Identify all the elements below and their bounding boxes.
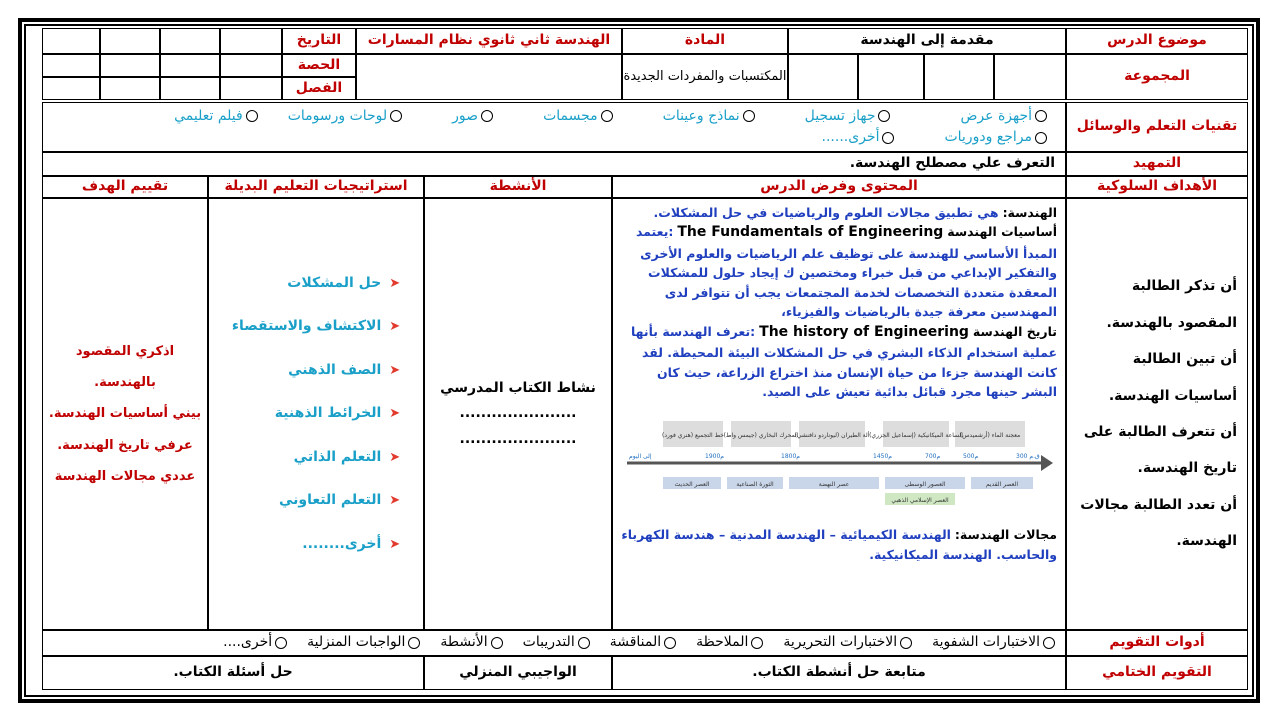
class-cell-2[interactable] <box>160 77 220 100</box>
assessment-label: أدوات التقويم <box>1066 630 1248 656</box>
radio-circle-icon <box>491 637 503 649</box>
assessment-option[interactable] <box>307 634 420 652</box>
tool-option-label: نماذج وعينات <box>662 107 740 124</box>
tools-label: تقنيات التعلم والوسائل <box>1066 102 1248 152</box>
timeline-tick-label: 1450م <box>873 453 892 461</box>
assessment-option[interactable] <box>932 634 1055 652</box>
history-paragraph <box>621 322 1057 402</box>
strategy-item <box>294 449 401 467</box>
class-cell-3[interactable] <box>100 77 160 100</box>
fundamentals-paragraph <box>621 222 1057 321</box>
final-text-1: متابعة حل أنشطة الكتاب. <box>612 656 1066 690</box>
period-cell-1[interactable] <box>220 54 282 77</box>
period-cell-2[interactable] <box>160 54 220 77</box>
objective-line: أن تذكر الطالبة <box>1131 278 1237 295</box>
tool-option[interactable] <box>944 129 1047 147</box>
content-cell <box>612 198 1066 630</box>
content-header: المحتوى وفرض الدرس <box>612 176 1066 198</box>
tool-option-label: لوحات ورسومات <box>287 107 388 124</box>
strategy-label: الخرائط الذهنية <box>274 405 382 422</box>
group-label: المجموعة <box>1066 54 1248 100</box>
tool-option[interactable] <box>805 108 891 126</box>
radio-circle-icon <box>1043 637 1055 649</box>
evaluation-cell <box>42 198 208 630</box>
strategy-item <box>279 492 400 510</box>
class-label: الفصل <box>282 77 356 100</box>
radio-circle-icon <box>743 110 755 122</box>
timeline-arrow-icon <box>1041 455 1053 471</box>
fields-label: مجالات الهندسة: <box>954 527 1057 543</box>
assessment-option[interactable] <box>440 634 502 652</box>
evaluation-line: اذكري المقصود <box>75 344 175 360</box>
arrow-icon: ➤ <box>389 449 401 465</box>
strategy-label: أخرى........ <box>302 535 382 552</box>
radio-circle-icon <box>275 637 287 649</box>
era-islamic-label: العصر الإسلامي الذهبي <box>891 497 949 505</box>
history-english: The history of Engineering <box>759 323 969 340</box>
timeline-tick-label: إلى اليوم <box>629 453 652 461</box>
timeline-tick-label: 1800م <box>781 453 800 461</box>
era-label: عصر النهضة <box>818 481 850 489</box>
radio-circle-icon <box>601 110 613 122</box>
fields-paragraph <box>621 525 1057 564</box>
strategy-label: التعلم التعاوني <box>278 492 382 509</box>
assessment-option[interactable] <box>223 634 287 652</box>
activity-text: نشاط الكتاب المدرسي <box>440 379 596 396</box>
evaluation-line: بيني أساسيات الهندسة. <box>48 406 202 422</box>
history-text: :تعرف الهندسة بأنها عملية استخدام الذكاء البشري في حل المشكلات البيئة المحيطة. لقد كانت الهندسة جزءا من حياة الإنسان منذ اختراع الزراعة، حيث كان البشر حينها مجرد قبائل بدائية تعيش على الصيد. <box>630 323 1057 399</box>
date-label: التاريخ <box>282 28 356 54</box>
objective-line: المقصود بالهندسة. <box>1106 314 1237 331</box>
timeline-box-label: المحرك البخاري (جيمس واط) <box>723 432 799 440</box>
timeline-box-label: الساعة الميكانيكية (إسماعيل الجزري) <box>869 432 963 440</box>
timeline-box-label: معجنة الماء (أرشميدس) <box>959 432 1021 440</box>
strategy-label: التعلم الذاتي <box>293 448 382 465</box>
radio-circle-icon <box>578 637 590 649</box>
group-cell-2[interactable] <box>924 54 994 100</box>
era-label: العصر الحديث <box>674 481 710 489</box>
evaluation-header: تقييم الهدف <box>42 176 208 198</box>
tool-option[interactable] <box>543 108 613 126</box>
tool-option[interactable] <box>663 108 755 126</box>
evaluation-line: عرفي تاريخ الهندسة. <box>57 437 193 453</box>
date-cell-4[interactable] <box>42 28 100 54</box>
tool-option[interactable] <box>822 129 895 147</box>
strategy-item <box>275 405 400 423</box>
timeline-tick-label: 700م <box>925 453 941 461</box>
assessment-option[interactable] <box>783 634 912 652</box>
group-cell-3[interactable] <box>858 54 924 100</box>
arrow-icon: ➤ <box>389 362 401 378</box>
arrow-icon: ➤ <box>389 536 401 552</box>
evaluation-line: عددي مجالات الهندسة <box>54 468 196 484</box>
timeline-tick-label: 500م <box>963 453 979 461</box>
final-text-2: الواجيبي المنزلي <box>424 656 612 690</box>
strategy-item <box>302 536 400 554</box>
radio-circle-icon <box>900 637 912 649</box>
subject-value: الهندسة ثاني ثانوي نظام المسارات <box>356 28 622 54</box>
objectives-header: الأهداف السلوكية <box>1066 176 1248 198</box>
date-cell-1[interactable] <box>220 28 282 54</box>
class-cell-4[interactable] <box>42 77 100 100</box>
intro-text: التعرف علي مصطلح الهندسة. <box>42 152 1066 176</box>
strategies-list <box>232 275 400 554</box>
final-text-3: حل أسئلة الكتاب. <box>42 656 424 690</box>
tools-row-2 <box>812 129 1057 147</box>
tools-row-1 <box>164 108 1057 126</box>
assessment-options <box>42 630 1066 656</box>
tool-option[interactable] <box>452 108 493 126</box>
radio-circle-icon <box>408 637 420 649</box>
activities-cell <box>424 198 612 630</box>
activity-dots: ...................... <box>459 430 577 447</box>
subject-label: المادة <box>622 28 788 54</box>
objectives-cell <box>1066 198 1248 630</box>
assessment-option-label: أخرى.... <box>223 634 273 651</box>
tool-option-label: جهاز تسجيل <box>804 107 876 124</box>
objective-line: أن تعدد الطالبة مجالات <box>1080 496 1237 513</box>
tool-option-label: مجسمات <box>543 107 598 124</box>
radio-circle-icon <box>1035 132 1047 144</box>
timeline-box-label: خط التجميع (هنري فورد) <box>662 432 724 440</box>
topic-label: موضوع الدرس <box>1066 28 1248 54</box>
class-cell-1[interactable] <box>220 77 282 100</box>
strategy-item <box>287 275 400 293</box>
period-cell-3[interactable] <box>100 54 160 77</box>
timeline-box-label: ألة الطيران (ليوناردو دافنشي) <box>794 432 870 440</box>
vocab-value[interactable] <box>356 54 622 100</box>
tool-option-label: أجهزة عرض <box>960 107 1032 124</box>
strategies-header: استراتيجيات التعليم البديلة <box>208 176 424 198</box>
radio-circle-icon <box>1035 110 1047 122</box>
assessment-option-label: الاختبارات التحريرية <box>783 634 898 651</box>
timeline-svg <box>621 407 1057 519</box>
objective-line: أن تتعرف الطالبة على <box>1083 424 1237 440</box>
timeline-tick-label: 1900م <box>705 453 724 461</box>
intro-label: التمهيد <box>1066 152 1248 176</box>
fundamentals-label: أساسيات الهندسة <box>947 224 1057 240</box>
arrow-icon: ➤ <box>389 275 401 291</box>
assessment-option-label: الملاحظة <box>696 634 749 651</box>
assessment-option[interactable] <box>610 634 676 652</box>
topic-value: مقدمة إلى الهندسة <box>788 28 1066 54</box>
activities-header: الأنشطة <box>424 176 612 198</box>
era-label: الثورة الصناعية <box>736 481 774 489</box>
radio-circle-icon <box>664 637 676 649</box>
history-timeline-figure <box>621 407 1057 519</box>
tool-option-label: مراجع ودوريات <box>944 129 1032 145</box>
radio-circle-icon <box>878 110 890 122</box>
assessment-option-label: الاختبارات الشفوية <box>932 634 1040 651</box>
period-cell-4[interactable] <box>42 54 100 77</box>
objective-line: تاريخ الهندسة. <box>1137 460 1237 477</box>
assessment-option[interactable] <box>523 634 590 652</box>
tool-option[interactable] <box>960 108 1047 126</box>
vocab-label: المكتسبات والمفردات الجديدة <box>622 54 788 100</box>
arrow-icon: ➤ <box>389 493 401 509</box>
radio-circle-icon <box>390 110 402 122</box>
radio-circle-icon <box>481 110 493 122</box>
assessment-option-label: التدريبات <box>522 634 575 651</box>
objective-line: أن تبين الطالبة <box>1132 351 1237 368</box>
era-label: العصور الوسطى <box>904 481 946 489</box>
date-cell-2[interactable] <box>160 28 220 54</box>
assessment-option-label: المناقشة <box>609 634 662 651</box>
tool-option[interactable] <box>288 108 402 126</box>
era-label: العصر القديم <box>985 481 1019 489</box>
final-label: التقويم الختامي <box>1066 656 1248 690</box>
tool-option-label: أخرى...... <box>821 129 880 145</box>
date-cell-3[interactable] <box>100 28 160 54</box>
group-cell-1[interactable] <box>994 54 1066 100</box>
assessment-option-label: الواجبات المنزلية <box>307 634 406 651</box>
objective-line: الهندسة. <box>1176 533 1237 550</box>
assessment-option[interactable] <box>696 634 763 652</box>
strategy-label: الصف الذهني <box>288 361 382 378</box>
radio-circle-icon <box>246 110 258 122</box>
fundamentals-text: :يعتمد المبدأ الأساسي للهندسة على توظيف علم الرياضيات والعلوم الأخرى والتفكير الإبداعي من قبل خبراء ومختصين ك إيجاد حلول للمشكلات المعقدة متعددة التخصصات لخدمة المجتمعات يجب أن تتوافر لدى المهندسين معرفة جيدة بالرياضيات والفيزياء، <box>635 224 1057 320</box>
strategy-label: الاكتشاف والاستقصاء <box>231 318 382 335</box>
tool-option-label: فيلم تعليمي <box>174 107 243 124</box>
definition-label: الهندسة: <box>1002 205 1057 220</box>
tool-option[interactable] <box>174 108 258 126</box>
objective-line: أساسيات الهندسة. <box>1108 387 1237 404</box>
assessment-option-label: الأنشطة <box>440 634 488 651</box>
tool-option-label: صور <box>452 107 479 124</box>
fundamentals-english: The Fundamentals of Engineering <box>677 224 944 241</box>
strategy-item <box>288 362 400 380</box>
fields-text: الهندسة الكيميائية – الهندسة المدنية – هندسة الكهرباء والحاسب. الهندسة الميكانيكية. <box>621 527 1057 562</box>
arrow-icon: ➤ <box>389 319 401 335</box>
radio-circle-icon <box>882 132 894 144</box>
history-label: تاريخ الهندسة <box>972 323 1057 339</box>
group-cell-4[interactable] <box>788 54 858 100</box>
definition-paragraph <box>621 203 1057 222</box>
evaluation-line: بالهندسة. <box>94 375 156 391</box>
arrow-icon: ➤ <box>389 406 401 422</box>
definition-text: هي تطبيق مجالات العلوم والرياضيات في حل المشكلات. <box>653 205 999 220</box>
strategies-cell <box>208 198 424 630</box>
strategy-item <box>232 318 400 336</box>
timeline-tick-label: 300 ق.م <box>1016 453 1040 461</box>
period-label: الحصة <box>282 54 356 77</box>
radio-circle-icon <box>751 637 763 649</box>
activity-dots: ...................... <box>459 405 577 422</box>
tools-options <box>42 102 1066 152</box>
strategy-label: حل المشكلات <box>287 274 382 291</box>
